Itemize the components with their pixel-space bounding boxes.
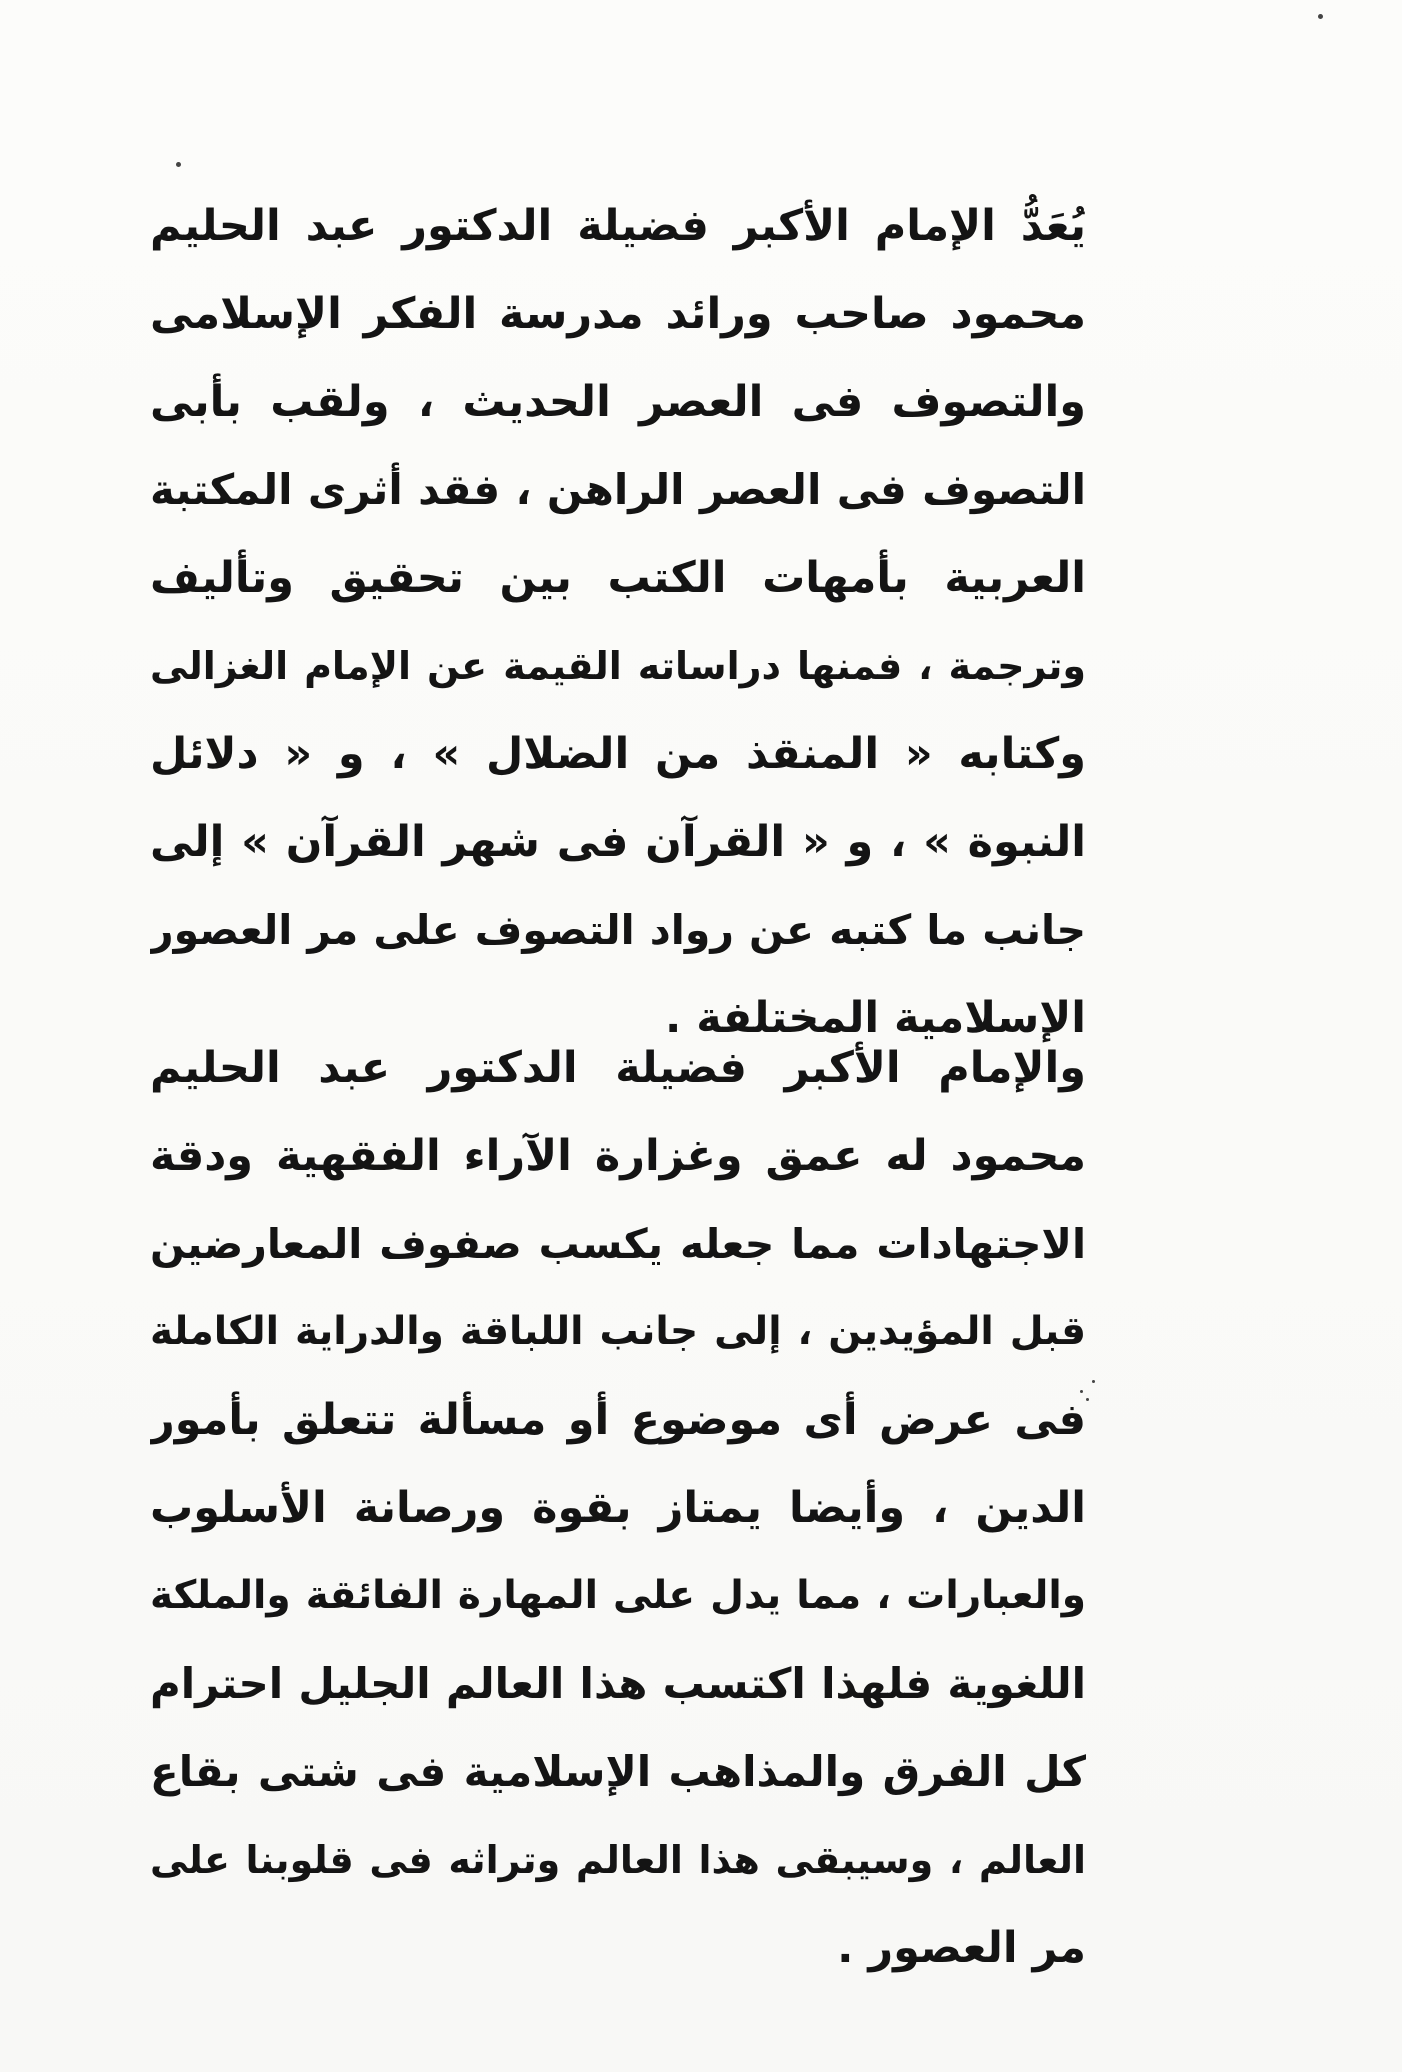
text-line: جانب ما كتبه عن رواد التصوف على مر العصور: [150, 906, 1086, 954]
text-line-final: مر العصور .: [837, 1923, 1086, 1973]
text-line: قبل المؤيدين ، إلى جانب اللباقة والدراية الكاملة: [150, 1309, 1086, 1354]
text-line-final: الإسلامية المختلفة .: [664, 993, 1086, 1043]
text-line: العربية بأمهات الكتب بين تحقيق وتأليف: [150, 553, 1086, 603]
text-line: الاجتهادات مما جعله يكسب صفوف المعارضين: [150, 1220, 1086, 1268]
text-line: اللغوية فلهذا اكتسب هذا العالم الجليل احترام: [150, 1659, 1086, 1708]
scan-speck: [1318, 14, 1323, 19]
text-line: محمود صاحب ورائد مدرسة الفكر الإسلامى: [150, 289, 1086, 339]
text-line: فى عرض أى موضوع أو مسألة تتعلق بأمور: [150, 1395, 1086, 1445]
text-line: والتصوف فى العصر الحديث ، ولقب بأبى: [150, 377, 1086, 427]
scan-speck: [1080, 1390, 1083, 1393]
paragraph-1: [150, 182, 1086, 1062]
text-line: التصوف فى العصر الراهن ، فقد أثرى المكتبة: [150, 465, 1086, 514]
paragraph-2: [150, 1024, 1086, 1992]
text-line: وترجمة ، فمنها دراساته القيمة عن الإمام الغزالى: [150, 644, 1086, 688]
text-line: الدين ، وأيضا يمتاز بقوة ورصانة الأسلوب: [150, 1483, 1086, 1533]
text-line: والإمام الأكبر فضيلة الدكتور عبد الحليم: [150, 1043, 1086, 1093]
text-line: كل الفرق والمذاهب الإسلامية فى شتى بقاع: [150, 1747, 1086, 1796]
text-line: والعبارات ، مما يدل على المهارة الفائقة والملكة: [150, 1573, 1086, 1618]
scan-speck: [1092, 1380, 1095, 1383]
text-line: النبوة » ، و « القرآن فى شهر القرآن » إلى: [150, 817, 1086, 867]
text-line: وكتابه « المنقذ من الضلال » ، و « دلائل: [150, 729, 1086, 779]
scan-speck: [1086, 1398, 1089, 1401]
text-line: يُعَدُّ الإمام الأكبر فضيلة الدكتور عبد الحليم: [150, 201, 1086, 251]
text-line: محمود له عمق وغزارة الآراء الفقهية ودقة: [150, 1131, 1086, 1181]
text-line: العالم ، وسيبقى هذا العالم وتراثه فى قلوبنا على: [150, 1838, 1086, 1882]
scan-speck: [176, 162, 181, 167]
